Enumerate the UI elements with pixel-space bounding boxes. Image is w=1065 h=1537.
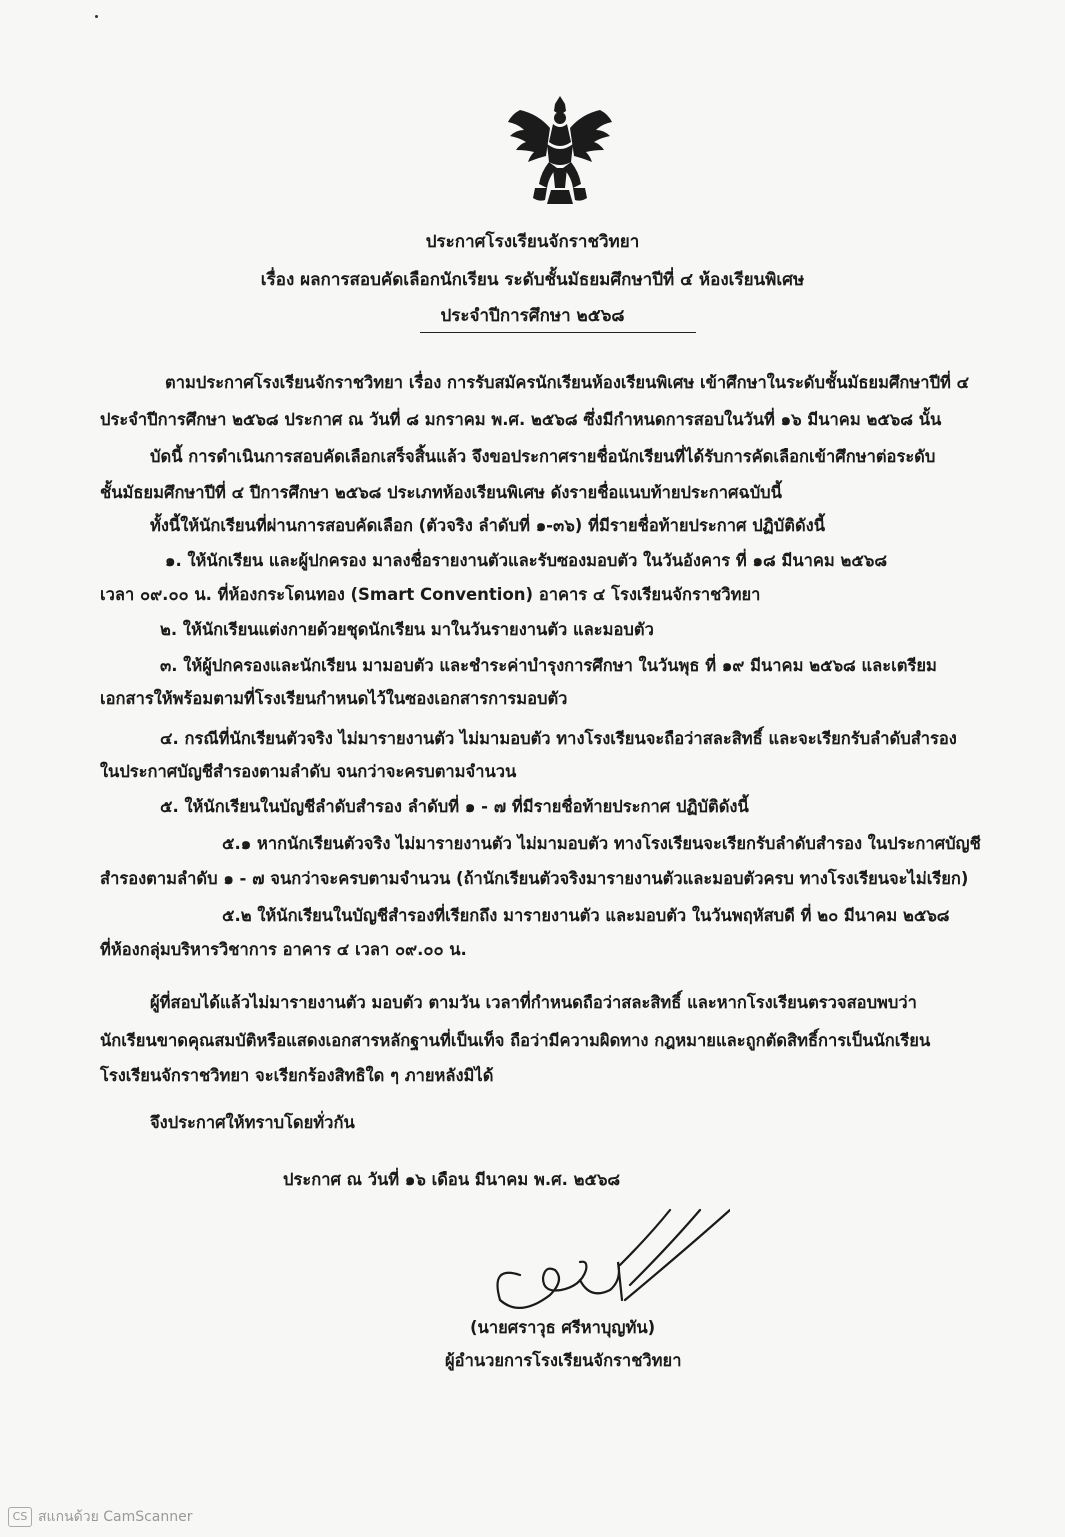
item-5-1-line-2: สำรองตามลำดับ ๑ - ๗ จนกว่าจะครบตามจำนวน (ถ้านักเรียนตัวจริงมารายงานตัวและมอบตัวครบ ทางโรงเรียนจะไม่เรียก) [100,869,969,888]
item-5-1-line-1: ๕.๑ หากนักเรียนตัวจริง ไม่มารายงานตัว ไม่มามอบตัว ทางโรงเรียนจะเรียกรับลำดับสำรอง ในประกาศบัญชี [222,834,981,853]
camscanner-text: สแกนด้วย CamScanner [38,1509,193,1525]
item-4-line-1: ๔. กรณีที่นักเรียนตัวจริง ไม่มารายงานตัว ไม่มามอบตัว ทางโรงเรียนจะถือว่าสละสิทธิ์ และจะเรียกรับลำดับสำรอง [160,729,957,748]
paragraph-4-line-1: ผู้ที่สอบได้แล้วไม่มารายงานตัว มอบตัว ตามวัน เวลาที่กำหนดถือว่าสละสิทธิ์ และหากโรงเรียนตรวจสอบพบว่า [150,993,917,1012]
signatory-position: ผู้อำนวยการโรงเรียนจักราชวิทยา [445,1351,682,1370]
item-2: ๒. ให้นักเรียนแต่งกายด้วยชุดนักเรียน มาในวันรายงานตัว และมอบตัว [160,620,654,639]
paragraph-4-line-3: โรงเรียนจักราชวิทยา จะเรียกร้องสิทธิใด ๆ ภายหลังมิได้ [100,1066,494,1085]
paragraph-2-line-1: บัดนี้ การดำเนินการสอบคัดเลือกเสร็จสิ้นแล้ว จึงขอประกาศรายชื่อนักเรียนที่ได้รับการคัดเลือกเข้าศึกษาต่อระดับ [150,447,936,466]
announcement-title: ประกาศโรงเรียนจักราชวิทยา [425,232,640,252]
paragraph-3: ทั้งนี้ให้นักเรียนที่ผ่านการสอบคัดเลือก (ตัวจริง ลำดับที่ ๑-๓๖) ที่มีรายชื่อท้ายประกาศ ปฏิบัติดังนี้ [150,516,826,535]
closing-statement: จึงประกาศให้ทราบโดยทั่วกัน [150,1113,355,1132]
signature-image [480,1205,730,1315]
title-underline [420,332,696,333]
signatory-name: (นายศราวุธ ศรีหาบุญทัน) [470,1318,656,1337]
item-5-2-line-2: ที่ห้องกลุ่มบริหารวิชาการ อาคาร ๔ เวลา ๐๙.๐๐ น. [100,940,467,959]
paragraph-2-line-2: ชั้นมัธยมศึกษาปีที่ ๔ ปีการศึกษา ๒๕๖๘ ประเภทห้องเรียนพิเศษ ดังรายชื่อแนบท้ายประกาศฉบับนี้ [100,483,782,502]
item-3-line-1: ๓. ให้ผู้ปกครองและนักเรียน มามอบตัว และชำระค่าบำรุงการศึกษา ในวันพุธ ที่ ๑๙ มีนาคม ๒๕๖๘ และเตรียม [160,656,937,675]
paragraph-1-line-1: ตามประกาศโรงเรียนจักราชวิทยา เรื่อง การรับสมัครนักเรียนห้องเรียนพิเศษ เข้าศึกษาในระดับชั้นมัธยมศึกษาปีที่ ๔ [165,373,970,392]
announcement-subject: เรื่อง ผลการสอบคัดเลือกนักเรียน ระดับชั้นมัธยมศึกษาปีที่ ๔ ห้องเรียนพิเศษ [260,270,805,290]
camscanner-watermark [8,1506,193,1528]
item-3-line-2: เอกสารให้พร้อมตามที่โรงเรียนกำหนดไว้ในซองเอกสารการมอบตัว [100,689,568,708]
announcement-date: ประกาศ ณ วันที่ ๑๖ เดือน มีนาคม พ.ศ. ๒๕๖๘ [283,1170,621,1189]
paragraph-4-line-2: นักเรียนขาดคุณสมบัติหรือแสดงเอกสารหลักฐานที่เป็นเท็จ ถือว่ามีความผิดทาง กฎหมายและถูกตัดสิทธิ์การเป็นนักเรียน [100,1031,931,1050]
garuda-emblem-icon [495,88,625,218]
paragraph-1-line-2: ประจำปีการศึกษา ๒๕๖๘ ประกาศ ณ วันที่ ๘ มกราคม พ.ศ. ๒๕๖๘ ซึ่งมีกำหนดการสอบในวันที่ ๑๖ มีนาคม ๒๕๖๘ นั้น [100,410,942,429]
announcement-year: ประจำปีการศึกษา ๒๕๖๘ [440,306,625,326]
camscanner-logo-icon: CS [8,1507,32,1527]
item-4-line-2: ในประกาศบัญชีสำรองตามลำดับ จนกว่าจะครบตามจำนวน [100,762,517,781]
item-5: ๕. ให้นักเรียนในบัญชีลำดับสำรอง ลำดับที่ ๑ - ๗ ที่มีรายชื่อท้ายประกาศ ปฏิบัติดังนี้ [160,797,749,816]
scan-speck [95,15,98,18]
item-1-line-2: เวลา ๐๙.๐๐ น. ที่ห้องกระโดนทอง (Smart Convention) อาคาร ๔ โรงเรียนจักราชวิทยา [100,585,761,604]
item-5-2-line-1: ๕.๒ ให้นักเรียนในบัญชีสำรองที่เรียกถึง มารายงานตัว และมอบตัว ในวันพฤหัสบดี ที่ ๒๐ มีนาคม ๒๕๖๘ [222,906,950,925]
item-1-line-1: ๑. ให้นักเรียน และผู้ปกครอง มาลงชื่อรายงานตัวและรับซองมอบตัว ในวันอังคาร ที่ ๑๘ มีนาคม ๒๕๖๘ [165,551,888,570]
